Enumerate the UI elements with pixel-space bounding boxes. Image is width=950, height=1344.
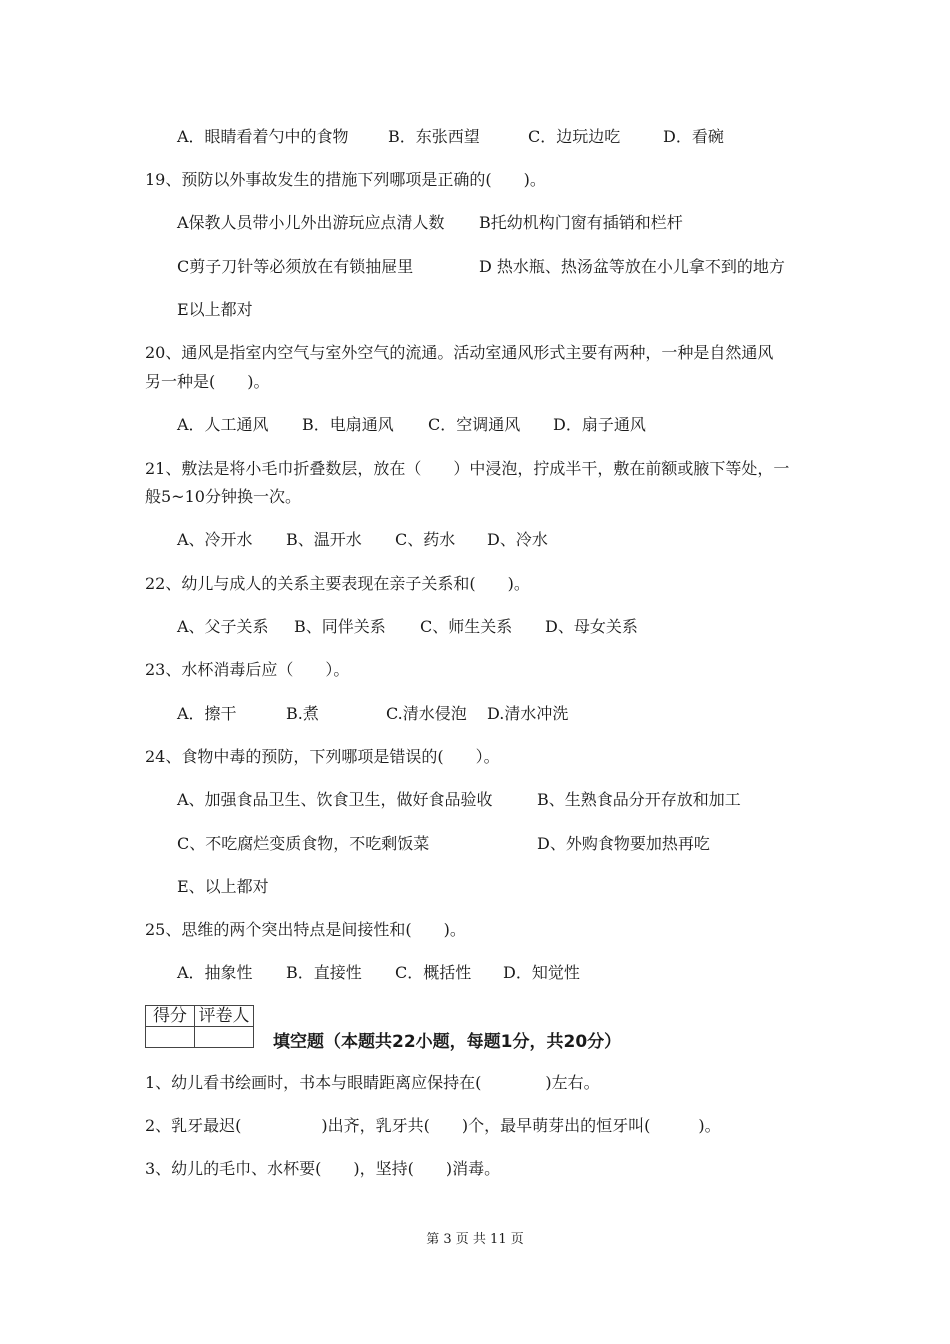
q21-stem-line2: 般5~10分钟换一次。 (145, 487, 301, 506)
q18-option-a: A．眼睛看着勺中的食物 (177, 127, 349, 146)
q20-option-b: B．电扇通风 (302, 415, 394, 434)
q23-option-a: A．擦干 (177, 704, 237, 723)
q21-option-d: D、冷水 (487, 530, 548, 549)
q21-option-a: A、冷开水 (177, 530, 253, 549)
q19-option-b: B托幼机构门窗有插销和栏杆 (479, 213, 683, 232)
q21-option-b: B、温开水 (286, 530, 362, 549)
q18-option-b: B．东张西望 (388, 127, 480, 146)
q19-option-a: A保教人员带小儿外出游玩应点清人数 (177, 213, 445, 232)
q22-stem: 22、幼儿与成人的关系主要表现在亲子关系和( )。 (145, 574, 530, 593)
q19-option-c: C剪子刀针等必须放在有锁抽屉里 (177, 257, 414, 276)
q25-option-c: C．概括性 (395, 963, 472, 982)
q20-option-a: A．人工通风 (177, 415, 269, 434)
q24-option-c: C、不吃腐烂变质食物，不吃剩饭菜 (177, 834, 430, 853)
q25-stem: 25、思维的两个突出特点是间接性和( )。 (145, 920, 466, 939)
fill-question-1: 1、幼儿看书绘画时，书本与眼睛距离应保持在( )左右。 (145, 1073, 600, 1092)
q19-option-d: D 热水瓶、热汤盆等放在小儿拿不到的地方 (479, 257, 785, 276)
q24-option-a: A、加强食品卫生、饮食卫生，做好食品验收 (177, 790, 493, 809)
q25-option-b: B．直接性 (286, 963, 362, 982)
q20-stem-line1: 20、通风是指室内空气与室外空气的流通。活动室通风形式主要有两种，一种是自然通风 (145, 343, 774, 362)
section-title: 填空题（本题共22小题，每题1分，共20分） (273, 1032, 622, 1052)
score-table (145, 1005, 254, 1048)
q22-option-a: A、父子关系 (177, 617, 269, 636)
q20-option-d: D．扇子通风 (553, 415, 646, 434)
q25-option-d: D．知觉性 (503, 963, 580, 982)
q19-stem: 19、预防以外事故发生的措施下列哪项是正确的( )。 (145, 170, 546, 189)
q24-option-e: E、以上都对 (177, 877, 269, 896)
q23-option-c: C.清水侵泡 (386, 704, 467, 723)
fill-question-2: 2、乳牙最迟( )出齐，乳牙共( )个，最早萌芽出的恒牙叫( )。 (145, 1116, 721, 1135)
q24-option-d: D、外购食物要加热再吃 (537, 834, 710, 853)
q21-stem-line1: 21、敷法是将小毛巾折叠数层，放在（ ）中浸泡，拧成半干，敷在前额或腋下等处，一 (145, 459, 790, 478)
score-cell[interactable] (146, 1027, 195, 1048)
q23-stem: 23、水杯消毒后应（ ）。 (145, 660, 350, 679)
q21-option-c: C、药水 (395, 530, 456, 549)
page-footer: 第 3 页 共 11 页 (426, 1232, 524, 1247)
q23-option-d: D.清水冲洗 (487, 704, 569, 723)
grader-cell[interactable] (195, 1027, 254, 1048)
score-header: 得分 (146, 1006, 195, 1027)
q22-option-b: B、同伴关系 (294, 617, 386, 636)
q22-option-d: D、母女关系 (545, 617, 638, 636)
q25-option-a: A．抽象性 (177, 963, 253, 982)
grader-header: 评卷人 (195, 1006, 254, 1027)
fill-question-3: 3、幼儿的毛巾、水杯要( )，坚持( )消毒。 (145, 1159, 501, 1178)
q20-stem-line2: 另一种是( )。 (145, 372, 270, 391)
q24-option-b: B、生熟食品分开存放和加工 (537, 790, 741, 809)
q20-option-c: C．空调通风 (428, 415, 521, 434)
q24-stem: 24、食物中毒的预防，下列哪项是错误的( ）。 (145, 747, 500, 766)
q18-option-c: C．边玩边吃 (528, 127, 621, 146)
q19-option-e: E以上都对 (177, 300, 253, 319)
q18-option-d: D．看碗 (663, 127, 724, 146)
q23-option-b: B.煮 (286, 704, 319, 723)
q22-option-c: C、师生关系 (420, 617, 513, 636)
